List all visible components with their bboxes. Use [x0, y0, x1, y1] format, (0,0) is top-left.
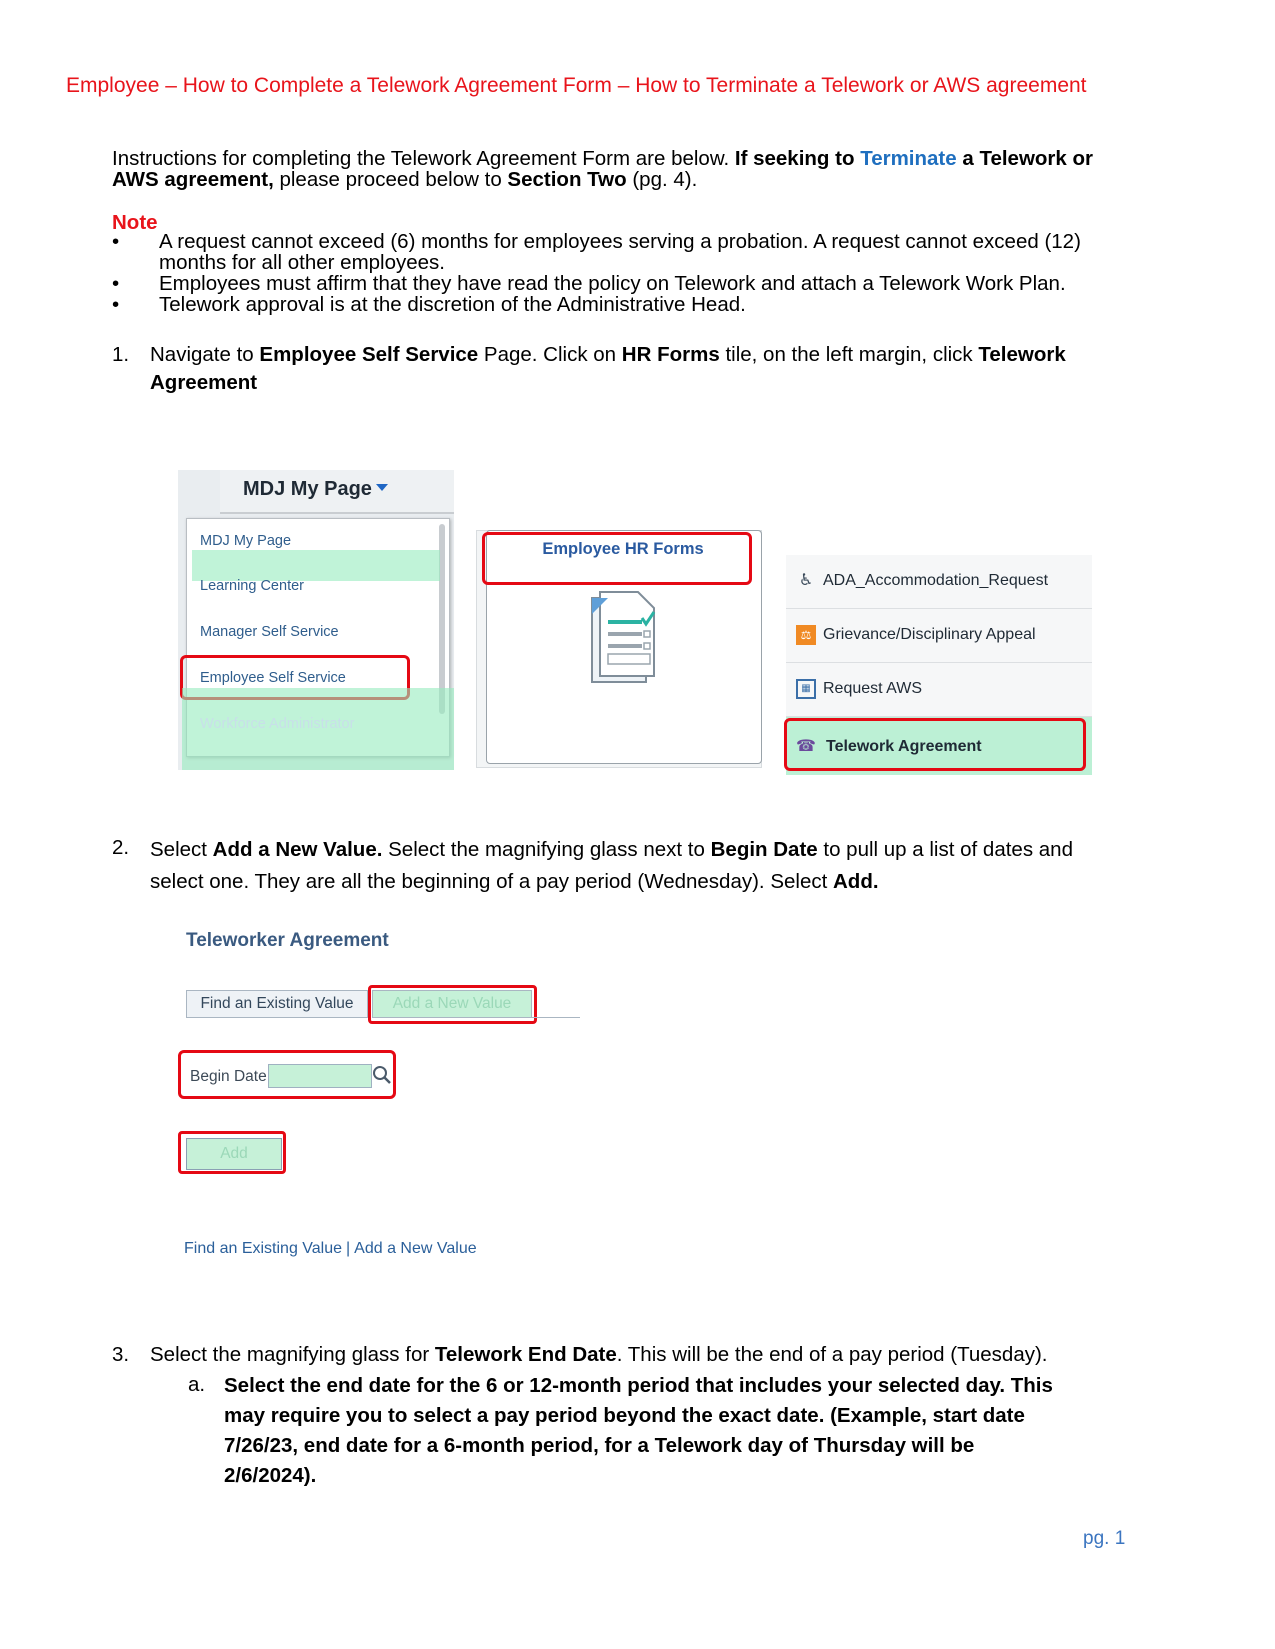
caret-down-icon[interactable]	[376, 484, 388, 491]
menu-item-mdj-my-page[interactable]: MDJ My Page	[200, 533, 292, 549]
intro-section-two: Section Two	[507, 168, 627, 191]
document-header-title: Employee – How to Complete a Telework Agreement Form – How to Terminate a Telework or AWS agreement	[66, 74, 1087, 97]
nav-item-telework-agreement[interactable]: Telework Agreement	[826, 738, 982, 755]
note-bullet-list	[112, 231, 1132, 315]
link-add-new-value[interactable]: Add a New Value	[354, 1240, 477, 1257]
tab-add-new-value[interactable]: Add a New Value	[372, 990, 532, 1018]
add-button[interactable]: Add	[186, 1138, 282, 1170]
step-bold-part: Telework End Date	[434, 1343, 617, 1366]
link-separator: |	[346, 1240, 351, 1257]
list-item: • Employees must affirm that they have read the policy on Telework and attach a Telework Work Plan.	[112, 272, 1066, 295]
step-text-part: . This will be the end of a pay period (Tuesday).	[616, 1343, 1048, 1366]
intro-proceed: please proceed below to	[273, 168, 508, 191]
bullet-text: Employees must affirm that they have read the policy on Telework and attach a Telework Work Plan.	[159, 272, 1066, 295]
step-bold-part: HR Forms	[621, 343, 720, 366]
callout-box	[784, 718, 1086, 771]
step-text-part: Navigate to	[150, 343, 260, 366]
menu-item-learning-center[interactable]: Learning Center	[200, 578, 304, 594]
step-bold-part: Telework Agreement	[150, 343, 1066, 394]
grievance-icon: ⚖	[796, 625, 816, 645]
step-bold-part: Add.	[833, 870, 879, 893]
intro-page-ref: (pg. 4).	[626, 168, 698, 191]
step-3-text	[150, 1341, 1120, 1369]
step-2-number: 2.	[112, 836, 130, 859]
step-3a-text: Select the end date for the 6 or 12-month period that includes your selected day. This may require you to select a pay period beyond the exact date. (Example, start date 7/26/23, end date for a 6-month period, for a Telework day of Thursday will be 2/6/2024).	[224, 1374, 1053, 1487]
callout-box	[368, 985, 537, 1024]
step-1-text	[150, 341, 1120, 397]
intro-bold-seek: If seeking to	[734, 147, 861, 170]
terminate-link[interactable]: Terminate	[860, 147, 957, 170]
link-find-existing-value[interactable]: Find an Existing Value	[184, 1240, 343, 1257]
step-text-part: Select	[150, 838, 213, 861]
tab-find-existing-value[interactable]: Find an Existing Value	[186, 990, 368, 1018]
tile-title[interactable]: Employee HR Forms	[542, 540, 704, 558]
menu-item-manager-self-service[interactable]: Manager Self Service	[200, 624, 339, 640]
nav-item-grievance-appeal[interactable]: Grievance/Disciplinary Appeal	[823, 626, 1036, 643]
forms-document-icon	[586, 590, 662, 686]
list-item: • Telework approval is at the discretion of the Administrative Head.	[112, 293, 746, 316]
step-bold-part: Employee Self Service	[259, 343, 479, 366]
step-3-number: 3.	[112, 1343, 130, 1366]
step-1-number: 1.	[112, 343, 130, 366]
teleworker-agreement-title: Teleworker Agreement	[186, 930, 389, 951]
menu-item-workforce-administrator[interactable]: Workforce Administrator	[200, 716, 355, 732]
tab-divider	[530, 1017, 580, 1018]
step-bold-part: Begin Date	[710, 838, 818, 861]
bullet-text: Telework approval is at the discretion of the Administrative Head.	[159, 293, 746, 316]
begin-date-label: Begin Date	[190, 1068, 267, 1085]
nav-item-request-aws[interactable]: Request AWS	[823, 680, 923, 697]
step-bold-part: Add a New Value.	[212, 838, 383, 861]
menu-item-employee-self-service[interactable]: Employee Self Service	[200, 670, 346, 686]
calendar-icon: ▦	[796, 679, 816, 699]
telework-phone-icon: ☎	[796, 738, 816, 755]
page-number: pg. 1	[1083, 1528, 1126, 1549]
note-label: Note	[112, 211, 158, 234]
intro-bold-aws: a Telework or AWS agreement,	[112, 147, 1094, 191]
step-text-part: Page. Click on	[478, 343, 622, 366]
step-text-part: tile, on the left margin, click	[719, 343, 979, 366]
step-text-part: to pull up a list of dates and select one. They are all the beginning of a pay period (Wednesday). Select	[150, 838, 1073, 893]
list-item: • A request cannot exceed (6) months for employees serving a probation. A request cannot exceed (12) months for all other employees.	[112, 230, 1081, 274]
intro-paragraph	[112, 148, 1132, 190]
step-text-part: Select the magnifying glass for	[150, 1343, 435, 1366]
highlight-overlay	[192, 550, 440, 581]
menu-title[interactable]: MDJ My Page	[243, 478, 372, 500]
callout-box	[482, 532, 752, 585]
intro-text: Instructions for completing the Telework Agreement Form are below.	[112, 147, 735, 170]
bullet-text: A request cannot exceed (6) months for employees serving a probation. A request cannot exceed (12) months for all other employees.	[159, 230, 1081, 274]
wheelchair-icon: ♿	[798, 572, 814, 589]
step-text-part: Select the magnifying glass next to	[382, 838, 711, 861]
callout-box	[178, 1050, 396, 1099]
nav-item-ada-request[interactable]: ADA_Accommodation_Request	[823, 572, 1049, 589]
bottom-links	[184, 1240, 477, 1258]
callout-box	[178, 1131, 286, 1174]
step-2-text	[150, 834, 1120, 898]
step-3a-number: a.	[188, 1373, 206, 1396]
